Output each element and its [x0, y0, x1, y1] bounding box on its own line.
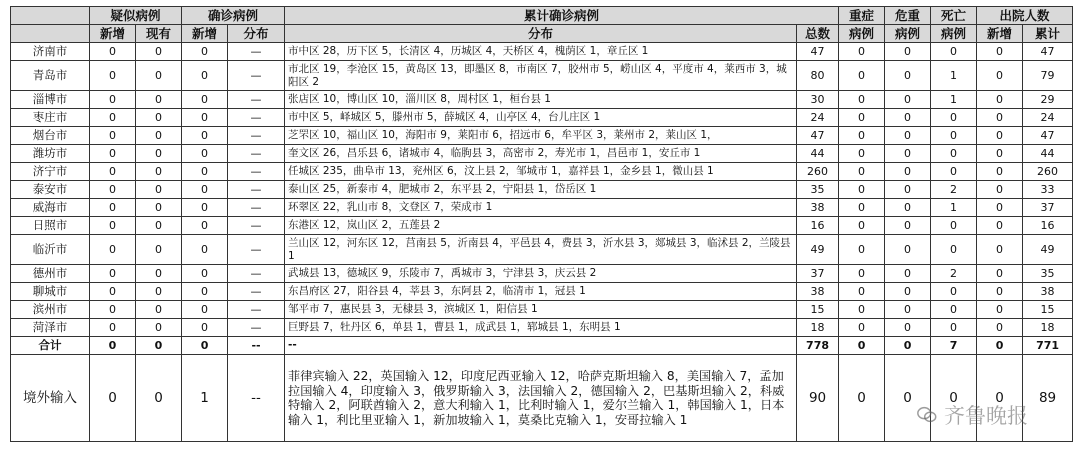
cell-dist: -- [285, 337, 797, 355]
header-cumulative: 累计确诊病例 [285, 7, 839, 25]
table-row [11, 199, 1073, 217]
cell-dist: 巨野县 7，牡丹区 6，单县 1，曹县 1，成武县 1，郓城县 1，东明县 1 [285, 319, 797, 337]
header-suspected-new: 新增 [90, 25, 136, 43]
cell-dis-new: 0 [977, 283, 1023, 301]
cell-s-new: 0 [90, 337, 136, 355]
cell-death: 0 [931, 109, 977, 127]
cell-s-new: 0 [90, 319, 136, 337]
cell-s-cur: 0 [136, 319, 182, 337]
cell-severe: 0 [839, 355, 885, 442]
cell-city: 合计 [11, 337, 90, 355]
cell-s-new: 0 [90, 301, 136, 319]
cell-dist: 环翠区 22，乳山市 8，文登区 7，荣成市 1 [285, 199, 797, 217]
cell-critical: 0 [885, 43, 931, 61]
table-row [11, 181, 1073, 199]
cell-s-cur: 0 [136, 109, 182, 127]
table-row [11, 43, 1073, 61]
cell-city: 滨州市 [11, 301, 90, 319]
cell-dist: 芝罘区 10，福山区 10，海阳市 9，莱阳市 6，招远市 6，牟平区 3，莱州市 2，莱山区 1， [285, 127, 797, 145]
cell-city: 淄博市 [11, 91, 90, 109]
cell-c-new: 0 [182, 61, 228, 91]
cell-death: 0 [931, 163, 977, 181]
cell-dis-total: 79 [1023, 61, 1073, 91]
cell-dist: 市中区 5，峄城区 5，滕州市 5，薛城区 4，山亭区 4，台儿庄区 1 [285, 109, 797, 127]
cell-city: 临沂市 [11, 235, 90, 265]
cell-severe: 0 [839, 61, 885, 91]
cell-c-dist: — [228, 217, 285, 235]
cell-dis-new: 0 [977, 43, 1023, 61]
header-discharged-new: 新增 [977, 25, 1023, 43]
cell-s-cur: 0 [136, 163, 182, 181]
cell-severe: 0 [839, 265, 885, 283]
header-blank [11, 7, 90, 25]
covid-case-table [10, 6, 1073, 442]
cell-dist: 张店区 10，博山区 10，淄川区 8，周村区 1，桓台县 1 [285, 91, 797, 109]
cell-c-new: 0 [182, 163, 228, 181]
cell-critical: 0 [885, 91, 931, 109]
cell-dis-total: 18 [1023, 319, 1073, 337]
table-row [11, 319, 1073, 337]
cell-dis-total: 47 [1023, 127, 1073, 145]
cell-dis-new: 0 [977, 337, 1023, 355]
wechat-icon [916, 404, 938, 426]
table-row [11, 217, 1073, 235]
cell-death: 2 [931, 181, 977, 199]
cell-s-new: 0 [90, 217, 136, 235]
cell-dis-total: 260 [1023, 163, 1073, 181]
cell-severe: 0 [839, 337, 885, 355]
header-confirmed: 确诊病例 [182, 7, 285, 25]
cell-s-cur: 0 [136, 199, 182, 217]
cell-total: 44 [797, 145, 839, 163]
cell-c-dist: — [228, 181, 285, 199]
cell-c-new: 0 [182, 217, 228, 235]
cell-death: 1 [931, 61, 977, 91]
cell-s-new: 0 [90, 283, 136, 301]
cell-s-cur: 0 [136, 301, 182, 319]
cell-dist: 市中区 28，历下区 5，长清区 4，历城区 4，天桥区 4，槐荫区 1，章丘区 1 [285, 43, 797, 61]
header-discharged-cumulative: 累计 [1023, 25, 1073, 43]
cell-city: 烟台市 [11, 127, 90, 145]
cell-city: 菏泽市 [11, 319, 90, 337]
cell-c-new: 0 [182, 301, 228, 319]
header-total-count: 总数 [797, 25, 839, 43]
cell-dis-total: 29 [1023, 91, 1073, 109]
header-severe-cases: 病例 [839, 25, 885, 43]
table-row [11, 109, 1073, 127]
cell-s-cur: 0 [136, 355, 182, 442]
cell-s-new: 0 [90, 43, 136, 61]
header-suspected-current: 现有 [136, 25, 182, 43]
total-row [11, 337, 1073, 355]
cell-s-new: 0 [90, 181, 136, 199]
cell-c-new: 0 [182, 283, 228, 301]
cell-s-new: 0 [90, 61, 136, 91]
cell-dis-new: 0 [977, 319, 1023, 337]
header-blank-2 [11, 25, 90, 43]
cell-c-new: 0 [182, 319, 228, 337]
cell-c-dist: — [228, 301, 285, 319]
cell-city: 济南市 [11, 43, 90, 61]
cell-total: 18 [797, 319, 839, 337]
cell-c-new: 0 [182, 43, 228, 61]
cell-c-dist: — [228, 145, 285, 163]
cell-c-dist: — [228, 319, 285, 337]
cell-c-dist: — [228, 91, 285, 109]
cell-death: 0 [931, 127, 977, 145]
cell-critical: 0 [885, 337, 931, 355]
cell-dis-total: 16 [1023, 217, 1073, 235]
cell-death: 0 [931, 301, 977, 319]
cell-s-cur: 0 [136, 145, 182, 163]
cell-city: 青岛市 [11, 61, 90, 91]
cell-critical: 0 [885, 283, 931, 301]
cell-s-new: 0 [90, 145, 136, 163]
cell-critical: 0 [885, 217, 931, 235]
cell-c-dist: -- [228, 337, 285, 355]
cell-total: 16 [797, 217, 839, 235]
cell-critical: 0 [885, 181, 931, 199]
cell-city: 潍坊市 [11, 145, 90, 163]
cell-death: 1 [931, 199, 977, 217]
cell-total: 15 [797, 301, 839, 319]
cell-severe: 0 [839, 163, 885, 181]
cell-s-new: 0 [90, 91, 136, 109]
cell-severe: 0 [839, 91, 885, 109]
cell-death: 0 [931, 43, 977, 61]
cell-c-new: 0 [182, 337, 228, 355]
cell-c-dist: — [228, 235, 285, 265]
header-critical: 危重 [885, 7, 931, 25]
cell-s-cur: 0 [136, 265, 182, 283]
header-suspected: 疑似病例 [90, 7, 182, 25]
cell-dis-total: 49 [1023, 235, 1073, 265]
cell-c-dist: — [228, 163, 285, 181]
cell-total: 47 [797, 43, 839, 61]
cell-severe: 0 [839, 43, 885, 61]
cell-severe: 0 [839, 127, 885, 145]
cell-c-new: 0 [182, 91, 228, 109]
cell-s-new: 0 [90, 127, 136, 145]
cell-death: 0 [931, 235, 977, 265]
cell-c-dist: — [228, 61, 285, 91]
cell-severe: 0 [839, 319, 885, 337]
cell-dis-new: 0 [977, 127, 1023, 145]
cell-s-cur: 0 [136, 217, 182, 235]
cell-s-cur: 0 [136, 43, 182, 61]
cell-dis-total: 33 [1023, 181, 1073, 199]
cell-death: 0 [931, 145, 977, 163]
cell-total: 49 [797, 235, 839, 265]
watermark [916, 400, 1028, 430]
cell-s-cur: 0 [136, 91, 182, 109]
cell-city: 德州市 [11, 265, 90, 283]
cell-s-cur: 0 [136, 127, 182, 145]
cell-critical: 0 [885, 301, 931, 319]
header-death-cases: 病例 [931, 25, 977, 43]
header-critical-cases: 病例 [885, 25, 931, 43]
cell-dist: 东昌府区 27，阳谷县 4，莘县 3，东阿县 2，临清市 1，冠县 1 [285, 283, 797, 301]
cell-s-cur: 0 [136, 181, 182, 199]
header-confirmed-new: 新增 [182, 25, 228, 43]
cell-total: 30 [797, 91, 839, 109]
cell-critical: 0 [885, 145, 931, 163]
cell-dis-new: 0 [977, 61, 1023, 91]
table-row [11, 127, 1073, 145]
cell-s-cur: 0 [136, 283, 182, 301]
table-row [11, 301, 1073, 319]
cell-s-new: 0 [90, 355, 136, 442]
cell-dis-new: 0 [977, 91, 1023, 109]
cell-c-new: 0 [182, 235, 228, 265]
cell-dis-new: 0 [977, 199, 1023, 217]
cell-city: 枣庄市 [11, 109, 90, 127]
cell-severe: 0 [839, 199, 885, 217]
cell-death: 2 [931, 265, 977, 283]
cell-dist: 邹平市 7，惠民县 3，无棣县 3，滨城区 1，阳信县 1 [285, 301, 797, 319]
cell-critical: 0 [885, 319, 931, 337]
header-confirmed-distribution: 分布 [228, 25, 285, 43]
cell-dist: 菲律宾输入 22，英国输入 12，印度尼西亚输入 12，哈萨克斯坦输入 8，美国输入 7，孟加拉国输入 4，印度输入 3，俄罗斯输入 3，法国输入 2，德国输入 2，巴基斯坦输入 2，科威特输入 2，阿联酋输入 2，意大利输入 1，比利时输入 1，爱尔兰输入 1，韩国输入 1，日本输入 1，利比里亚输入 1，新加坡输入 1，莫桑比克输入 1，安哥拉输入 1 [285, 355, 797, 442]
cell-c-dist: — [228, 265, 285, 283]
table-row [11, 265, 1073, 283]
cell-severe: 0 [839, 109, 885, 127]
cell-death: 7 [931, 337, 977, 355]
cell-c-dist: -- [228, 355, 285, 442]
table-row [11, 145, 1073, 163]
cell-dis-total: 771 [1023, 337, 1073, 355]
cell-dist: 任城区 235，曲阜市 13，兖州区 6，汶上县 2，邹城市 1，嘉祥县 1，金乡县 1，微山县 1 [285, 163, 797, 181]
cell-dis-total: 44 [1023, 145, 1073, 163]
cell-s-cur: 0 [136, 61, 182, 91]
cell-critical: 0 [885, 127, 931, 145]
cell-c-dist: — [228, 109, 285, 127]
cell-severe: 0 [839, 235, 885, 265]
table-row [11, 235, 1073, 265]
cell-dis-total: 24 [1023, 109, 1073, 127]
cell-critical: 0 [885, 163, 931, 181]
cell-total: 35 [797, 181, 839, 199]
table-row [11, 61, 1073, 91]
table-row [11, 91, 1073, 109]
cell-dis-new: 0 [977, 109, 1023, 127]
table-row [11, 283, 1073, 301]
cell-city: 聊城市 [11, 283, 90, 301]
cell-city: 日照市 [11, 217, 90, 235]
cell-dis-new: 0 [977, 181, 1023, 199]
cell-dis-new: 0 [977, 301, 1023, 319]
cell-severe: 0 [839, 217, 885, 235]
header-death: 死亡 [931, 7, 977, 25]
cell-s-new: 0 [90, 235, 136, 265]
cell-dis-new: 0 [977, 217, 1023, 235]
cell-c-new: 0 [182, 199, 228, 217]
cell-c-dist: — [228, 283, 285, 301]
cell-dist: 市北区 19，李沧区 15，黄岛区 13，即墨区 8，市南区 7，胶州市 5，崂山区 4，平度市 4，莱西市 3，城阳区 2 [285, 61, 797, 91]
watermark-text: 齐鲁晚报 [944, 404, 1028, 428]
cell-dis-new: 0 [977, 265, 1023, 283]
cell-total: 80 [797, 61, 839, 91]
header-discharged: 出院人数 [977, 7, 1073, 25]
cell-critical: 0 [885, 235, 931, 265]
cell-critical: 0 [885, 355, 931, 442]
abroad-row [11, 355, 1073, 442]
cell-dis-total: 35 [1023, 265, 1073, 283]
cell-total: 260 [797, 163, 839, 181]
cell-city: 济宁市 [11, 163, 90, 181]
cell-city: 境外输入 [11, 355, 90, 442]
cell-dis-new: 0 [977, 235, 1023, 265]
cell-death: 0 [931, 355, 977, 442]
cell-death: 0 [931, 319, 977, 337]
cell-critical: 0 [885, 61, 931, 91]
cell-s-cur: 0 [136, 337, 182, 355]
cell-s-cur: 0 [136, 235, 182, 265]
cell-dis-new: 0 [977, 163, 1023, 181]
cell-death: 0 [931, 283, 977, 301]
cell-death: 1 [931, 91, 977, 109]
cell-total: 38 [797, 283, 839, 301]
cell-dist: 奎文区 26，昌乐县 6，诸城市 4，临朐县 3，高密市 2，寿光市 1，昌邑市 1，安丘市 1 [285, 145, 797, 163]
cell-s-new: 0 [90, 265, 136, 283]
cell-c-new: 1 [182, 355, 228, 442]
cell-total: 90 [797, 355, 839, 442]
cell-dis-new: 0 [977, 355, 1023, 442]
cell-s-new: 0 [90, 163, 136, 181]
cell-dis-total: 37 [1023, 199, 1073, 217]
table-row [11, 163, 1073, 181]
cell-dist: 东港区 12，岚山区 2，五莲县 2 [285, 217, 797, 235]
cell-c-new: 0 [182, 265, 228, 283]
cell-severe: 0 [839, 145, 885, 163]
cell-c-new: 0 [182, 145, 228, 163]
cell-c-dist: — [228, 127, 285, 145]
header-severe: 重症 [839, 7, 885, 25]
cell-dist: 泰山区 25，新泰市 4，肥城市 2，东平县 2，宁阳县 1，岱岳区 1 [285, 181, 797, 199]
cell-dis-total: 38 [1023, 283, 1073, 301]
cell-city: 威海市 [11, 199, 90, 217]
cell-severe: 0 [839, 283, 885, 301]
cell-dis-total: 47 [1023, 43, 1073, 61]
cell-death: 0 [931, 217, 977, 235]
cell-c-new: 0 [182, 181, 228, 199]
cell-dist: 武城县 13，德城区 9，乐陵市 7，禹城市 3，宁津县 3，庆云县 2 [285, 265, 797, 283]
cell-severe: 0 [839, 301, 885, 319]
cell-s-new: 0 [90, 109, 136, 127]
cell-c-new: 0 [182, 109, 228, 127]
cell-total: 778 [797, 337, 839, 355]
cell-c-dist: — [228, 199, 285, 217]
cell-dis-new: 0 [977, 145, 1023, 163]
cell-c-new: 0 [182, 127, 228, 145]
cell-total: 38 [797, 199, 839, 217]
cell-total: 24 [797, 109, 839, 127]
cell-s-new: 0 [90, 199, 136, 217]
cell-dis-total: 15 [1023, 301, 1073, 319]
cell-critical: 0 [885, 109, 931, 127]
cell-c-dist: — [228, 43, 285, 61]
cell-dist: 兰山区 12，河东区 12，莒南县 5，沂南县 4，平邑县 4，费县 3，沂水县 3，郯城县 3，临沭县 2，兰陵县 1 [285, 235, 797, 265]
cell-dis-total: 89 [1023, 355, 1073, 442]
cell-total: 47 [797, 127, 839, 145]
cell-critical: 0 [885, 265, 931, 283]
header-cumulative-distribution: 分布 [285, 25, 797, 43]
cell-total: 37 [797, 265, 839, 283]
cell-severe: 0 [839, 181, 885, 199]
cell-critical: 0 [885, 199, 931, 217]
cell-city: 泰安市 [11, 181, 90, 199]
